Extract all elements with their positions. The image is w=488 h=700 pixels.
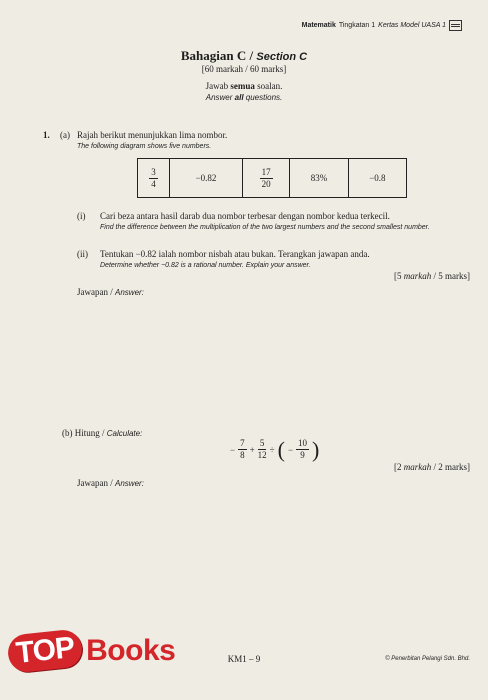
- fraction-term2: $\frac{5}{12}$: [257, 438, 267, 460]
- fraction-term1: $\frac{7}{8}$: [240, 438, 245, 460]
- topbooks-logo: TOP Books: [8, 632, 175, 670]
- numbers-table: [137, 158, 407, 198]
- number-cell: −0.8: [348, 159, 406, 198]
- page-header: [302, 20, 462, 31]
- instruction-ms: Jawab semua soalan.: [205, 81, 283, 91]
- sub-ii-label: (ii): [77, 249, 88, 259]
- publisher-credit: © Penerbitan Pelangi Sdn. Bhd.: [385, 656, 470, 662]
- part-a-text: Rajah berikut menunjukkan lima nombor. The following diagram shows five numbers.: [77, 130, 228, 150]
- number-cell: 83%: [290, 159, 349, 198]
- number-cell: $\frac{3}{4}$: [138, 159, 170, 198]
- sub-i-label: (i): [77, 211, 86, 221]
- sub-i-text: Cari beza antara hasil darab dua nombor terbesar dengan nombor kedua terkecil. Find the difference between the multiplication of the two largest numbers and the second smallest number.: [100, 211, 430, 231]
- part-a-label: (a): [60, 130, 70, 140]
- answer-label-a: Jawapan / Answer:: [77, 287, 144, 297]
- fraction-term3: $\frac{10}{9}$: [298, 438, 308, 460]
- calculation-expression: − $\frac{7}{8}$ + $\frac{5}{12}$ ÷ ( − $\frac{10}{9}$ ): [230, 436, 320, 462]
- section-title: Bahagian C / Section C: [180, 48, 308, 63]
- header-form: Tingkatan 1: [338, 22, 376, 29]
- document-icon: [449, 20, 462, 31]
- question-number: 1.: [43, 130, 50, 140]
- part-a-marks: [5 markah / 5 marks]: [394, 271, 470, 281]
- answer-label-b: Jawapan / Answer:: [77, 478, 144, 488]
- part-b-label: (b) Hitung / Calculate:: [62, 428, 143, 438]
- instruction-en: Answer all questions.: [205, 93, 283, 102]
- header-subject: Matematik: [301, 22, 336, 29]
- sub-ii-text: Tentukan −0.82 ialah nombor nisbah atau bukan. Terangkan jawapan anda. Determine whether −0.82 is a rational number. Explain your answer.: [100, 249, 370, 269]
- header-paper: Kertas Model UASA 1: [378, 22, 446, 29]
- number-cell: $\frac{17}{20}$: [243, 159, 290, 198]
- page-number: KM1 – 9: [227, 654, 261, 664]
- section-marks: [60 markah / 60 marks]: [201, 64, 287, 74]
- number-cell: −0.82: [169, 159, 242, 198]
- instructions: [0, 81, 488, 103]
- part-b-marks: [2 markah / 2 marks]: [394, 462, 470, 472]
